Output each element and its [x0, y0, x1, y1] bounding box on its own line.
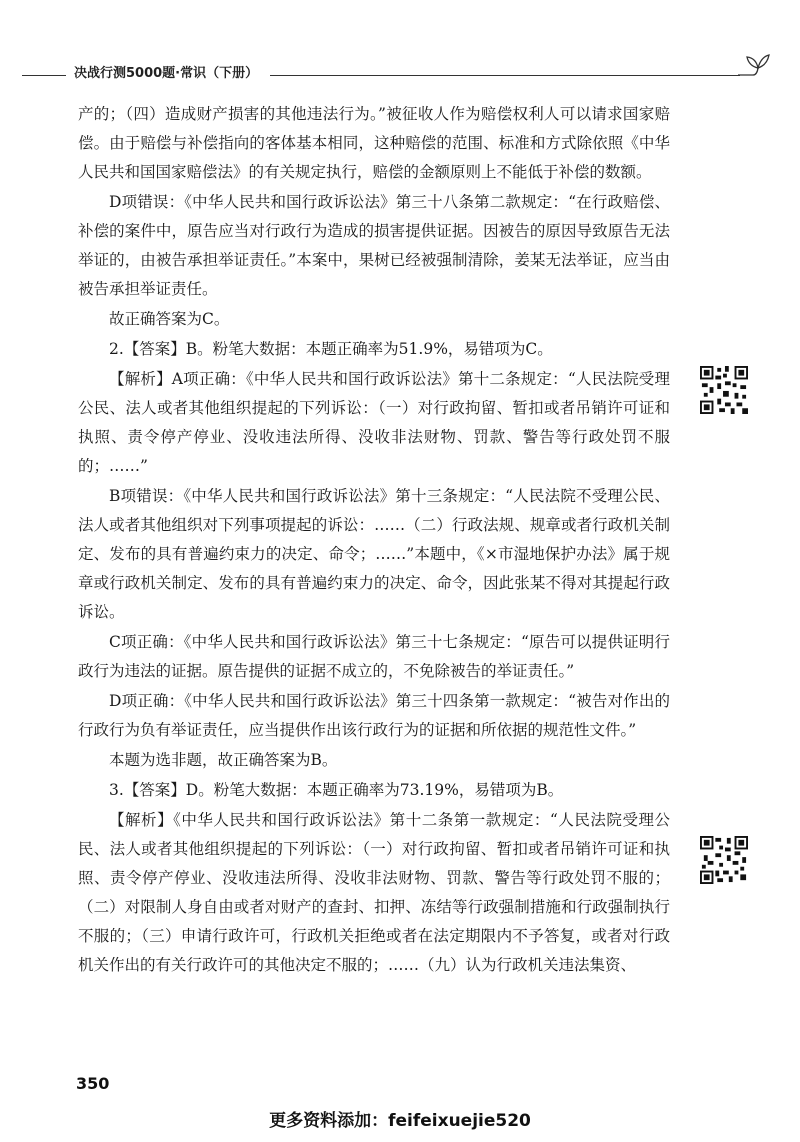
qr-code-icon[interactable]: [700, 836, 748, 884]
page-body: [78, 100, 670, 981]
paragraph: 【解析】A项正确：《中华人民共和国行政诉讼法》第十二条规定：“人民法院受理公民、法人或者其他组织提起的下列诉讼：（一）对行政拘留、暂扣或者吊销许可证和执照、责令停产停业、没收违法所得、没收非法财物、罚款、警告等行政处罚不服的；……”: [78, 370, 670, 475]
paragraph: 【解析】《中华人民共和国行政诉讼法》第十二条第一款规定：“人民法院受理公民、法人或者其他组织提起的下列诉讼：（一）对行政拘留、暂扣或者吊销许可证和执照、责令停产停业、没收违法所得、没收非法财物、罚款、警告等行政处罚不服的；（二）对限制人身自由或者对财产的查封、扣押、冻结等行政强制措施和行政强制执行不服的；（三）申请行政许可，行政机关拒绝或者在法定期限内不予答复，或者对行政机关作出的有关行政许可的其他决定不服的；……（九）认为行政机关违法集资、: [78, 811, 670, 974]
header-title: 决战行测5000题·常识（下册）: [74, 66, 259, 81]
page-number: 350: [76, 1074, 110, 1093]
header-rule-right: [270, 75, 740, 76]
paragraph: B项错误：《中华人民共和国行政诉讼法》第十三条规定：“人民法院不受理公民、法人或者其他组织对下列事项提起的诉讼：……（二）行政法规、规章或者行政机关制定、发布的具有普遍约束力的决定、命令；……”本题中，《×市湿地保护办法》属于规章或行政机关制定、发布的具有普遍约束力的决定、命令，因此张某不得对其提起行政诉讼。: [78, 487, 670, 621]
paragraph: C项正确：《中华人民共和国行政诉讼法》第三十七条规定：“原告可以提供证明行政行为违法的证据。原告提供的证据不成立的，不免除被告的举证责任。”: [78, 633, 670, 680]
qr-code-icon[interactable]: [700, 366, 748, 414]
footer-note: 更多资料添加：feifeixuejie520: [269, 1111, 531, 1131]
paragraph: D项错误：《中华人民共和国行政诉讼法》第三十八条第二款规定：“在行政赔偿、补偿的案件中，原告应当对行政行为造成的损害提供证据。因被告的原因导致原告无法举证的，由被告承担举证责任。”本案中，果树已经被强制清除，姜某无法举证，应当由被告承担举证责任。: [78, 193, 670, 298]
paragraph: 本题为选非题，故正确答案为B。: [109, 751, 338, 769]
answer-line: 2.【答案】B。粉笔大数据：本题正确率为51.9%，易错项为C。: [109, 340, 553, 358]
sprout-icon: [736, 48, 770, 80]
paragraph: 故正确答案为C。: [109, 310, 230, 328]
running-header: [22, 58, 762, 88]
answer-line: 3.【答案】D。粉笔大数据：本题正确率为73.19%，易错项为B。: [109, 781, 564, 799]
paragraph: 产的；（四）造成财产损害的其他违法行为。”被征收人作为赔偿权利人可以请求国家赔偿。由于赔偿与补偿指向的客体基本相同，这种赔偿的范围、标准和方式除依照《中华人民共和国国家赔偿法》的有关规定执行，赔偿的金额原则上不能低于补偿的数额。: [78, 105, 670, 181]
paragraph: D项正确：《中华人民共和国行政诉讼法》第三十四条第一款规定：“被告对作出的行政行为负有举证责任，应当提供作出该行政行为的证据和所依据的规范性文件。”: [78, 692, 670, 739]
header-rule-left: [22, 75, 66, 76]
